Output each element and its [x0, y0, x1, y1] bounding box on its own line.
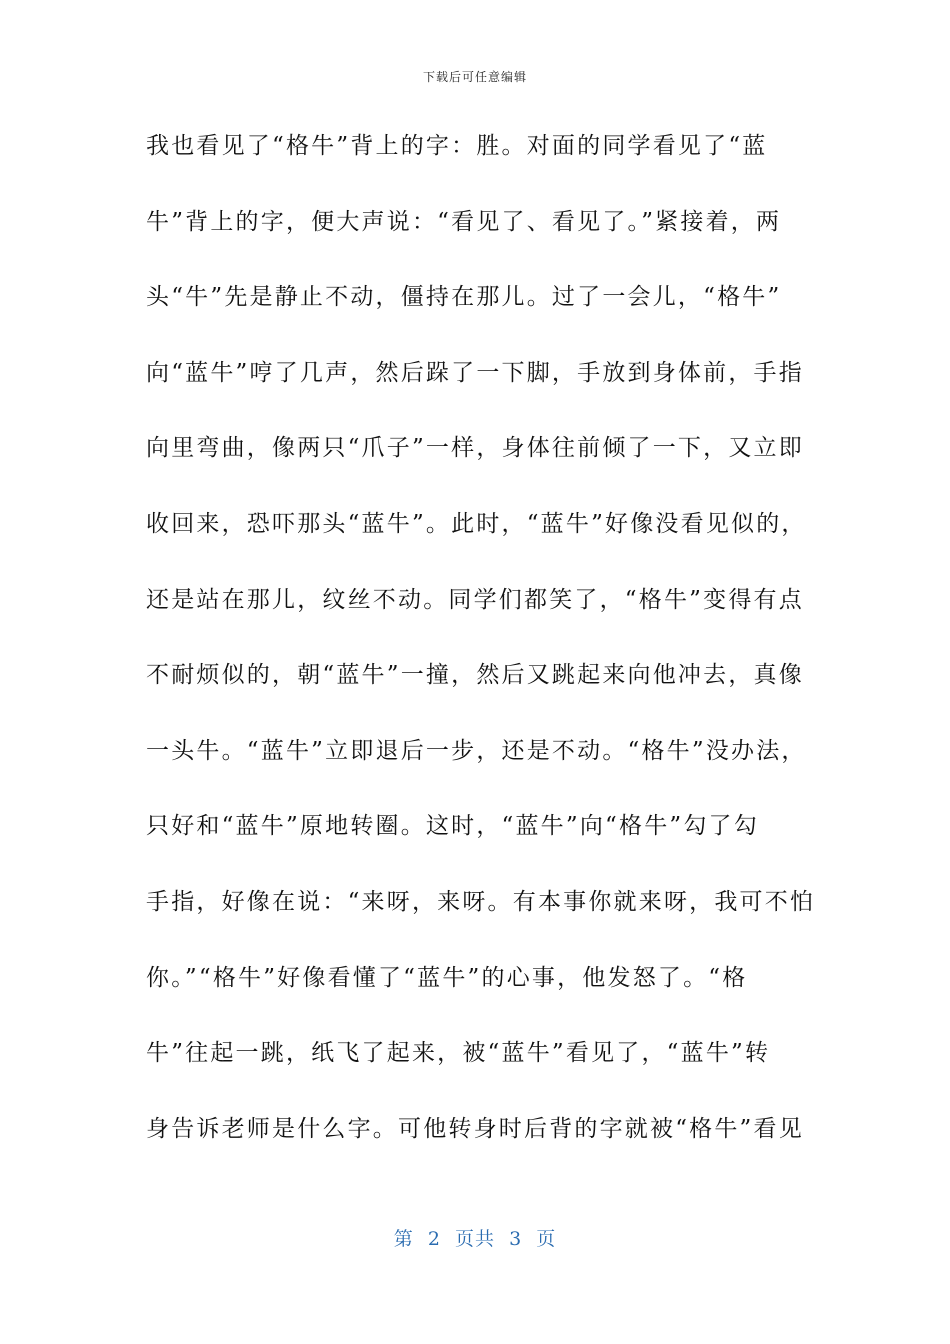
text-line: 不耐烦似的，朝“蓝牛”一撞，然后又跳起来向他冲去，真像: [146, 662, 804, 689]
text-line: 我也看见了“格牛”背上的字：胜。对面的同学看见了“蓝: [146, 133, 768, 159]
text-line: 只好和“蓝牛”原地转圈。这时，“蓝牛”向“格牛”勾了勾: [146, 813, 759, 840]
text-line: 还是站在那儿，纹丝不动。同学们都笑了，“格牛”变得有点: [146, 586, 804, 613]
text-line: 向“蓝牛”哼了几声，然后跺了一下脚，手放到身体前，手指: [146, 359, 804, 386]
text-line: 手指，好像在说：“来呀，来呀。有本事你就来呀，我可不怕: [146, 888, 816, 915]
text-line: 向里弯曲，像两只“爪子”一样，身体往前倾了一下，又立即: [146, 435, 804, 462]
text-line: 头“牛”先是静止不动，僵持在那儿。过了一会儿，“格牛”: [146, 284, 782, 311]
text-line: 一头牛。“蓝牛”立即退后一步，还是不动。“格牛”没办法，: [146, 737, 807, 764]
text-line: 牛”背上的字，便大声说：“看见了、看见了。”紧接着，两: [146, 208, 782, 235]
document-body: [146, 128, 816, 1186]
text-line: 身告诉老师是什么字。可他转身时后背的字就被“格牛”看见: [146, 1115, 804, 1142]
text-line: 你。”“格牛”好像看懂了“蓝牛”的心事，他发怒了。“格: [146, 964, 748, 991]
page-header: 下载后可任意编辑: [422, 70, 527, 84]
text-line: 牛”往起一跳，纸飞了起来，被“蓝牛”看见了，“蓝牛”转: [146, 1040, 771, 1067]
text-line: 收回来，恐吓那头“蓝牛”。此时，“蓝牛”好像没看见似的，: [146, 510, 807, 537]
page-number-footer: 第 2 页共 3 页: [393, 1228, 557, 1250]
